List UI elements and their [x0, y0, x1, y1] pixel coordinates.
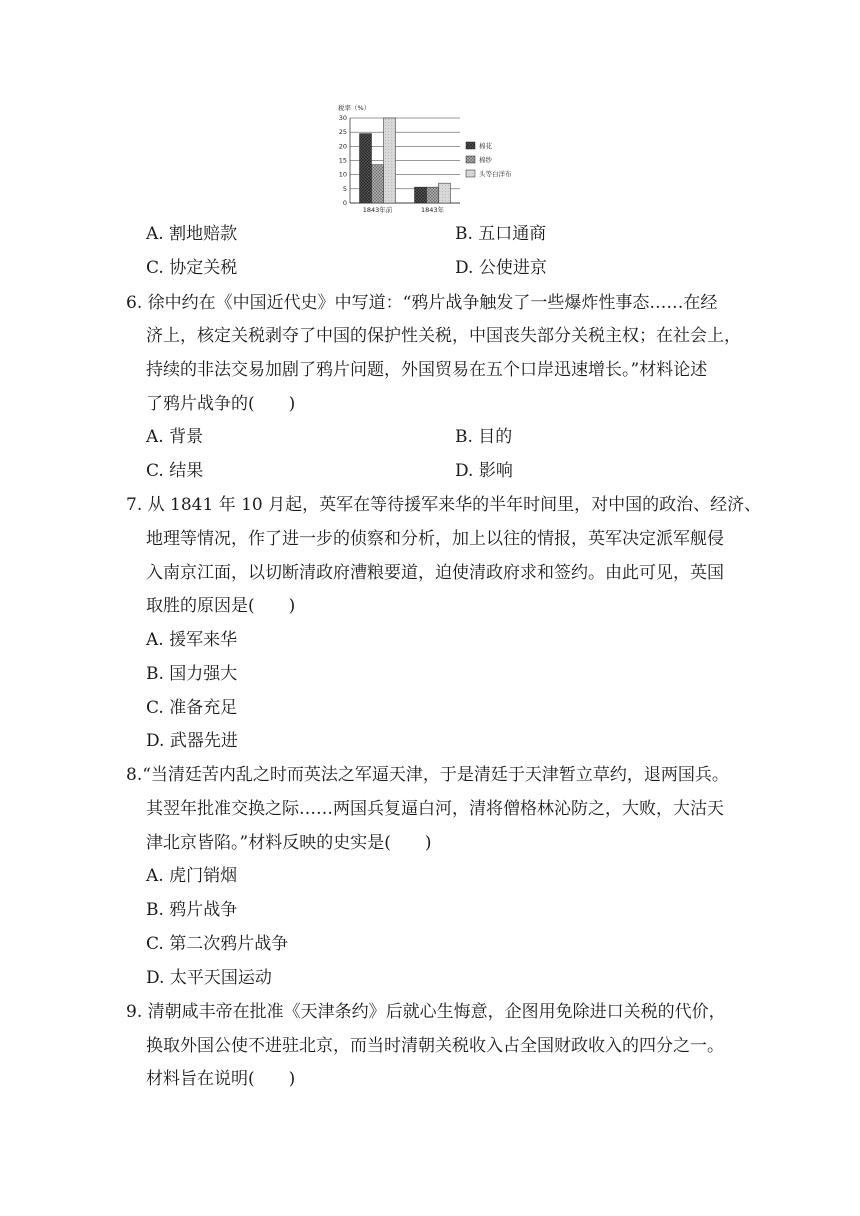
y-axis-label: 税率（%）	[338, 104, 371, 112]
q6-option-a[interactable]: A. 背景	[146, 427, 204, 447]
q5-option-a[interactable]: A. 割地赔款	[146, 224, 238, 244]
q7-stem-line-3: 入南京江面，以切断清政府漕粮要道，迫使清政府求和签约。由此可见，英国	[146, 563, 724, 583]
q8-option-d[interactable]: D. 太平天国运动	[146, 968, 272, 988]
y-tick-label: 0	[342, 199, 347, 207]
y-tick-label: 30	[338, 114, 347, 122]
y-tick-label: 25	[338, 128, 347, 137]
q8-option-a[interactable]: A. 虎门销烟	[146, 866, 238, 886]
legend-label: 棉纱	[479, 156, 492, 164]
q5-option-b[interactable]: B. 五口通商	[455, 224, 547, 244]
q6-stem-line-1: 6. 徐中约在《中国近代史》中写道：“鸦片战争触发了一些爆炸性事态……在经	[126, 293, 718, 313]
bar-头等白洋布-1843年前	[384, 118, 396, 203]
legend-label: 头等白洋布	[479, 170, 512, 178]
q7-stem-line-2: 地理等情况，作了进一步的侦察和分析，加上以往的情报，英军决定派军舰侵	[146, 529, 724, 549]
q8-stem-line-2: 其翌年批准交换之际……两国兵复逼白河，清将僧格林沁防之，大败，大沽天	[146, 799, 724, 819]
tariff-rate-bar-chart	[330, 100, 530, 218]
q6-stem-line-2: 济上，核定关税剥夺了中国的保护性关税，中国丧失部分关税主权；在社会上，	[146, 326, 741, 346]
legend-label: 棉花	[479, 142, 492, 150]
q8-stem-line-3: 津北京皆陷。”材料反映的史实是( )	[146, 833, 432, 853]
q7-option-c[interactable]: C. 准备充足	[146, 698, 238, 718]
q9-stem-line-2: 换取外国公使不进驻北京，而当时清朝关税收入占全国财政收入的四分之一。	[146, 1036, 724, 1056]
q8-option-c[interactable]: C. 第二次鸦片战争	[146, 934, 289, 954]
q6-stem-line-4: 了鸦片战争的( )	[146, 394, 296, 414]
q6-option-b[interactable]: B. 目的	[455, 427, 513, 447]
legend-swatch	[466, 142, 475, 149]
x-tick-label: 1843年	[420, 206, 445, 214]
bar-棉纱-1843年前	[372, 165, 384, 203]
q5-option-c[interactable]: C. 协定关税	[146, 258, 238, 278]
q6-option-c[interactable]: C. 结果	[146, 461, 204, 481]
q7-option-b[interactable]: B. 国力强大	[146, 664, 238, 684]
y-tick-label: 5	[342, 184, 347, 193]
q6-option-d[interactable]: D. 影响	[455, 461, 513, 481]
q9-stem-line-1: 9. 清朝咸丰帝在批准《天津条约》后就心生悔意，企图用免除进口关税的代价，	[126, 1002, 726, 1022]
y-tick-label: 15	[338, 156, 347, 165]
q7-stem-line-4: 取胜的原因是( )	[146, 596, 296, 616]
bar-棉花-1843年前	[360, 134, 372, 203]
q8-option-b[interactable]: B. 鸦片战争	[146, 900, 238, 920]
bar-棉纱-1843年	[427, 187, 439, 203]
q7-option-a[interactable]: A. 援军来华	[146, 630, 238, 650]
q8-stem-line-1: 8.“当清廷苦内乱之时而英法之军逼天津，于是清廷于天津暂立草约，退两国兵。	[126, 765, 729, 785]
q7-stem-line-1: 7. 从 1841 年 10 月起，英军在等待援军来华的半年时间里，对中国的政治、经济、	[126, 495, 762, 515]
q7-option-d[interactable]: D. 武器先进	[146, 731, 238, 751]
q9-stem-line-3: 材料旨在说明( )	[146, 1069, 296, 1089]
bar-棉花-1843年	[415, 187, 427, 203]
q5-option-d[interactable]: D. 公使进京	[455, 258, 547, 278]
bar-头等白洋布-1843年	[439, 183, 451, 203]
q6-stem-line-3: 持续的非法交易加剧了鸦片问题，外国贸易在五个口岸迅速增长。”材料论述	[146, 360, 708, 380]
x-tick-label: 1843年前	[362, 206, 393, 214]
y-tick-label: 10	[338, 170, 347, 179]
legend-swatch	[466, 156, 475, 163]
legend-swatch	[466, 170, 475, 177]
y-tick-label: 20	[338, 142, 347, 151]
